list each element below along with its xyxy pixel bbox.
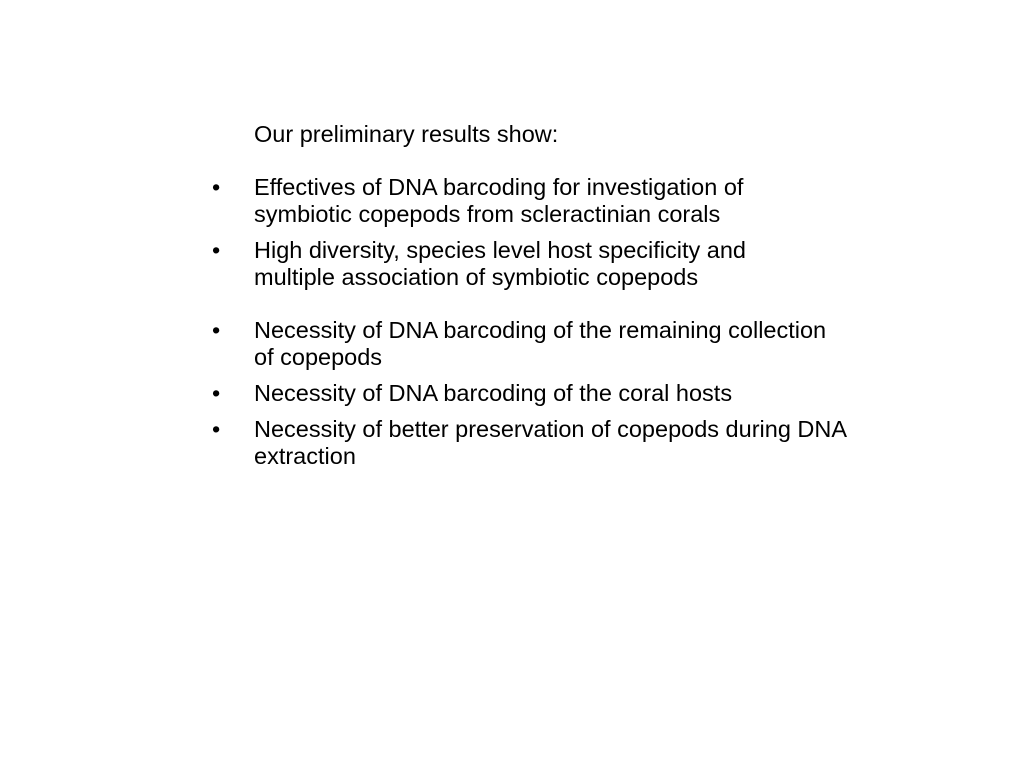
bullet-icon: • [212,174,221,200]
bullet-text: Necessity of DNA barcoding of the coral hosts [254,380,733,406]
bullet-icon: • [212,317,221,343]
bullet-item [212,380,852,407]
bullet-text: Necessity of better preservation of copepods during DNA extraction [254,416,846,469]
bullet-icon: • [212,237,221,263]
slide-content [212,121,852,470]
bullet-text: Necessity of DNA barcoding of the remaining collection of copepods [254,317,827,370]
intro-text: Our preliminary results show: [254,121,559,147]
bullet-item [212,237,852,291]
bullet-icon: • [212,416,221,442]
bullet-item [212,174,852,228]
bullet-text: High diversity, species level host specificity and multiple association of symbiotic copepods [254,237,746,290]
bullet-list-findings [212,174,852,291]
bullet-item [212,317,852,371]
bullet-icon: • [212,380,221,406]
bullet-text: Effectives of DNA barcoding for investigation of symbiotic copepods from scleractinian corals [254,174,744,227]
bullet-list-necessities [212,317,852,470]
bullet-item [212,416,852,470]
